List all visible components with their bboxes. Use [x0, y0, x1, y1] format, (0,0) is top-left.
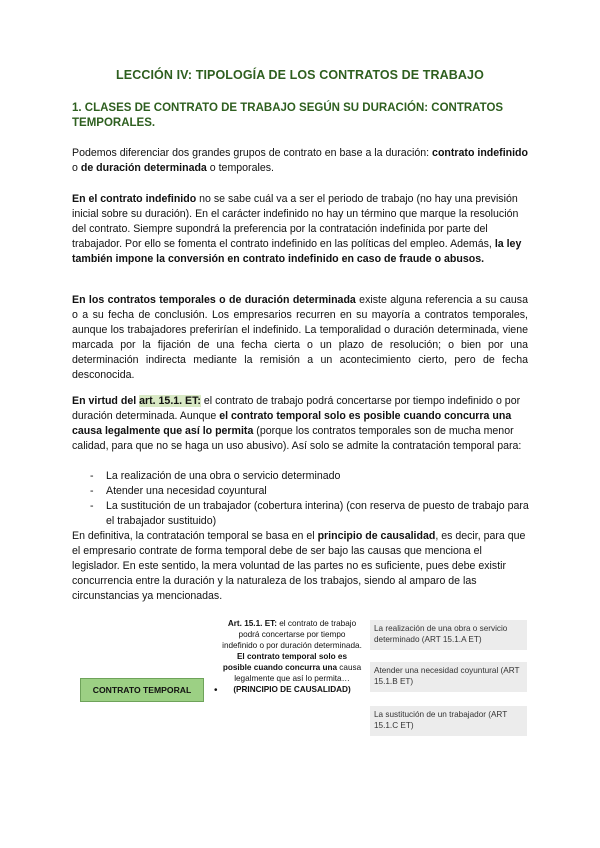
text: (porque los contratos temporales son de mucha menor calidad, para que no se haga un uso abusivo). Así solo se admite la contratación temporal para: — [72, 425, 522, 452]
text: el contrato de trabajo podrá concertarse por tiempo indefinido o por duración determinada. — [222, 619, 362, 650]
list-item: - La sustitución de un trabajador (cobertura interina) (con reserva de puesto de trabajo para el trabajador sustituido) — [72, 499, 532, 529]
bold-text: En el contrato indefinido — [72, 193, 197, 205]
bold-text: principio de causalidad — [317, 530, 436, 542]
list-item: - Atender una necesidad coyuntural — [72, 484, 532, 499]
bold-text: El contrato temporal solo es posible cuando concurra una — [222, 652, 348, 672]
text: o temporales. — [206, 162, 274, 174]
list-item: - La realización de una obra o servicio determinado — [72, 469, 532, 484]
text: el contrato de trabajo podrá concertarse por tiempo indefinido o por duración determinada. Aunque — [72, 395, 521, 422]
article-summary-box — [222, 618, 362, 738]
section-heading: 1. CLASES DE CONTRATO DE TRABAJO SEGÚN SU DURACIÓN: CONTRATOS TEMPORALES. — [72, 102, 504, 129]
lesson-title: LECCIÓN IV: TIPOLOGÍA DE LOS CONTRATOS DE TRABAJO — [116, 68, 484, 82]
cause-box-c: La sustitución de un trabajador (ART 15.1.C ET) — [370, 706, 527, 736]
article-ref: Art. 15.1. ET: — [227, 619, 277, 628]
bold-text: En los contratos temporales o de duración determinada — [72, 294, 356, 306]
bold-text: la ley también impone la conversión en contrato indefinido en caso de fraude o abusos. — [72, 238, 522, 265]
cause-box-b: Atender una necesidad coyuntural (ART 15.1.B ET) — [370, 662, 527, 692]
cause-box-a: La realización de una obra o servicio determinado (ART 15.1.A ET) — [370, 620, 527, 650]
highlighted-article: art. 15.1. ET: — [139, 395, 201, 407]
text: , es decir, para que el empresario contrate de forma temporal debe de ser bajo las causas que menciona el legislador. En este sentido, la mera voluntad de las partes no es suficiente, pues debe existir concurrencia entre la duración y la naturaleza de los trabajos, siendo al amparo de las circunstancias ya mencionadas. — [72, 530, 526, 602]
text: o — [72, 162, 81, 174]
text: existe alguna referencia a su causa o a su fecha de conclusión. Los empresarios recurren en su mayoría a contratos temporales, aunque los trabajadores preferirían el indefinido. La temporalidad o duración determinada, viene marcada por la fijación de una fecha cierta o un plazo de resolución; o bien por una determinación indirecta mediante la remisión a un acontecimiento cierto, pero de fecha desconocida. — [72, 294, 528, 381]
text: no se sabe cuál va a ser el periodo de trabajo (no hay una previsión inicial sobre su duración). En el carácter indefinido no hay un término que marque la resolución del contrato. Siempre supondrá la preferencia por la contratación indefinida por parte del trabajador. Por ello se fomenta el contrato indefinido en las políticas del empleo. Además, — [72, 193, 519, 250]
bold-text: En virtud del — [72, 395, 140, 407]
bold-text: contrato indefinido — [432, 147, 528, 159]
bullet-dot: • — [214, 685, 218, 696]
text: causa legalmente que así lo permita… — [234, 663, 362, 683]
principle-label: (PRINCIPIO DE CAUSALIDAD) — [233, 685, 351, 694]
contrato-temporal-box: CONTRATO TEMPORAL — [80, 678, 204, 702]
text: En definitiva, la contratación temporal se basa en el — [72, 530, 318, 542]
bold-text: el contrato temporal solo es posible cuando concurra una causa legalmente que así lo permita — [72, 410, 512, 437]
text: Podemos diferenciar dos grandes grupos de contrato en base a la duración: — [72, 147, 433, 159]
bold-text: de duración determinada — [80, 162, 207, 174]
